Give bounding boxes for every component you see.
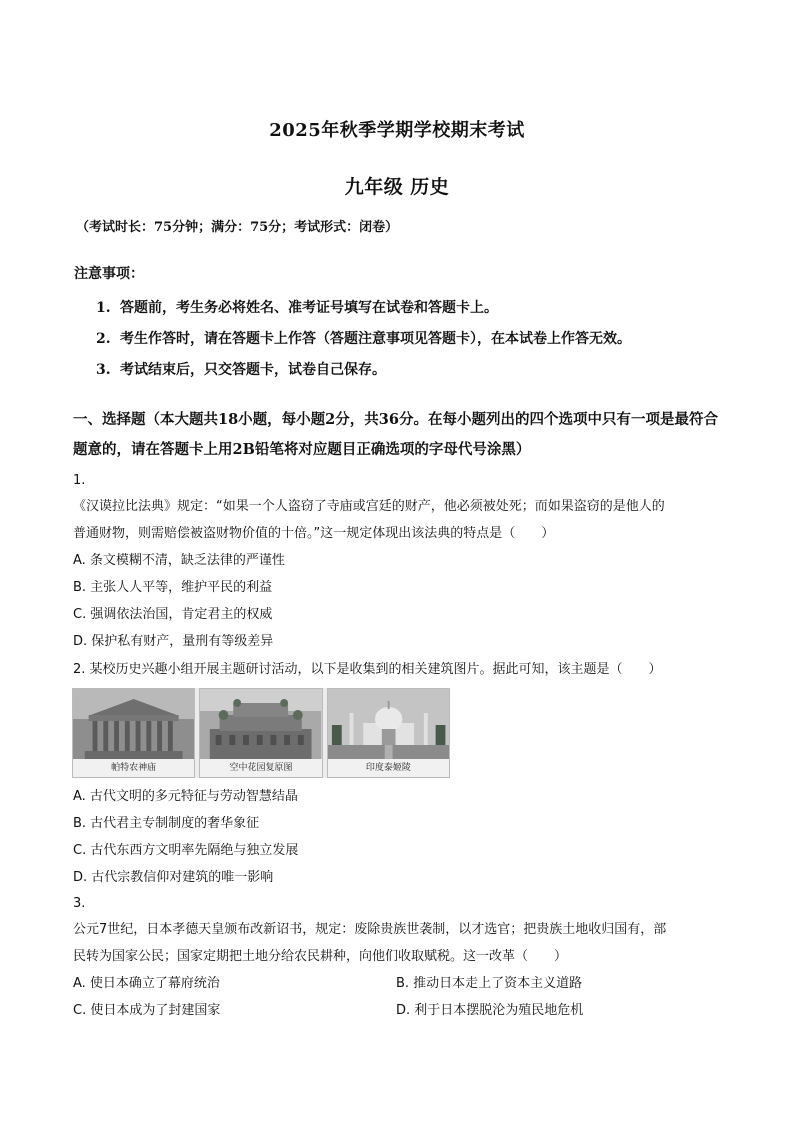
option-a: A. 条文模糊不清，缺乏法律的严谨性 [73, 553, 285, 568]
option-d: D. 古代宗教信仰对建筑的唯一影响 [73, 870, 274, 885]
exam-info: （考试时长：75分钟；满分：75分；考试形式：闭卷） [76, 220, 399, 235]
notice-item-text: 答题前，考生务必将姓名、准考证号填写在试卷和答题卡上。 [120, 300, 498, 316]
question-number: 1. [73, 473, 86, 488]
notice-item-number: 1. [96, 300, 111, 316]
option-b: B. 推动日本走上了资本主义道路 [396, 976, 583, 991]
notice-item [96, 329, 631, 360]
notice-item-text: 考生作答时，请在答题卡上作答（答题注意事项见答题卡），在本试卷上作答无效。 [120, 331, 631, 347]
taj-mahal-image [328, 689, 449, 761]
option-a: A. 古代文明的多元特征与劳动智慧结晶 [73, 789, 298, 804]
option-b: B. 主张人人平等，维护平民的利益 [73, 580, 273, 595]
hanging-gardens-image [200, 689, 321, 761]
notice-list [96, 298, 631, 391]
notice-item-text: 考试结束后，只交答题卡，试卷自己保存。 [120, 362, 386, 378]
photo-taj-mahal [327, 688, 450, 778]
parthenon-image [73, 689, 194, 761]
question-stem-line: 普通财物，则需赔偿被盗财物价值的十倍。”这一规定体现出该法典的特点是（ ） [73, 526, 555, 541]
option-c: C. 古代东西方文明率先隔绝与独立发展 [73, 843, 299, 858]
question-number: 3. [73, 896, 86, 911]
photo-hanging-gardens [199, 688, 322, 778]
photo-parthenon [72, 688, 195, 778]
architecture-photos [72, 688, 450, 778]
notice-heading: 注意事项： [74, 266, 144, 282]
question-stem-line: 《汉谟拉比法典》规定：“如果一个人盗窃了寺庙或宫廷的财产，他必须被处死；而如果盗窃的是他人的 [73, 499, 665, 514]
photo-caption: 帕特农神庙 [73, 759, 194, 777]
option-d: D. 利于日本摆脱沦为殖民地危机 [396, 1003, 584, 1018]
exam-title: 2025年秋季学期学校期末考试 [269, 120, 525, 141]
exam-subtitle: 九年级 历史 [344, 176, 450, 198]
photo-caption: 空中花园复原图 [200, 759, 321, 777]
notice-item-number: 2. [96, 331, 111, 347]
notice-item-number: 3. [96, 362, 111, 378]
question-stem: 2. 某校历史兴趣小组开展主题研讨活动，以下是收集到的相关建筑图片。据此可知，该主题是（ ） [73, 662, 662, 677]
option-b: B. 古代君主专制制度的奢华象征 [73, 816, 260, 831]
option-c: C. 使日本成为了封建国家 [73, 1003, 221, 1018]
section-heading: 一、选择题（本大题共18小题，每小题2分，共36分。在每小题列出的四个选项中只有一项是最符合题意的，请在答题卡上用2B铅笔将对应题目正确选项的字母代号涂黑） [73, 411, 718, 458]
question-stem-line: 民转为国家公民；国家定期把土地分给农民耕种，向他们收取赋税。这一改革（ ） [73, 949, 568, 964]
option-c: C. 强调依法治国，肯定君主的权威 [73, 607, 273, 622]
option-a: A. 使日本确立了幕府统治 [73, 976, 220, 991]
notice-item [96, 360, 631, 391]
question-stem-line: 公元7世纪，日本孝德天皇颁布改新诏书，规定：废除贵族世袭制，以才选官；把贵族土地收归国有，部 [73, 922, 667, 937]
photo-caption: 印度泰姬陵 [328, 759, 449, 777]
notice-item [96, 298, 631, 329]
option-d: D. 保护私有财产，量刑有等级差异 [73, 634, 274, 649]
